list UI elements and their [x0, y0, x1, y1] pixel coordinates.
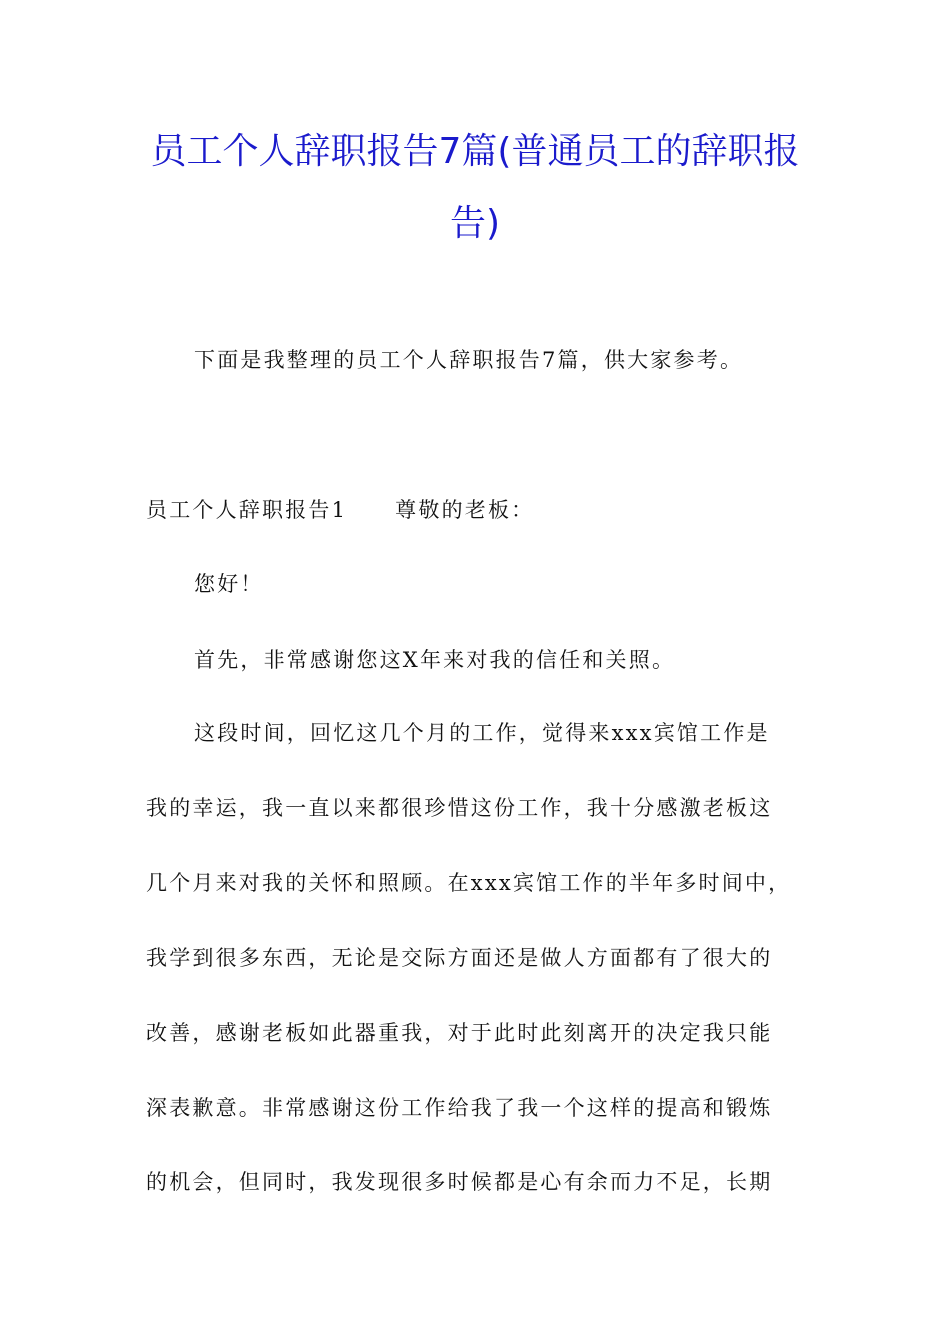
- document-title-line-1: 员工个人辞职报告7篇(普通员工的辞职报: [150, 131, 800, 172]
- section-heading: 员工个人辞职报告1: [146, 498, 348, 522]
- section-heading-row: [146, 497, 534, 523]
- paragraph-1: 首先，非常感谢您这X年来对我的信任和关照。: [194, 648, 676, 672]
- paragraph-2-line: 我学到很多东西，无论是交际方面还是做人方面都有了很大的: [146, 946, 773, 970]
- greeting: 您好！: [194, 572, 264, 596]
- intro-paragraph: 下面是我整理的员工个人辞职报告7篇，供大家参考。: [194, 348, 744, 372]
- paragraph-2-line: 的机会，但同时，我发现很多时候都是心有余而力不足，长期: [146, 1170, 773, 1194]
- paragraph-2-line: 改善，感谢老板如此器重我，对于此时此刻离开的决定我只能: [146, 1021, 773, 1045]
- paragraph-2-line: 这段时间，回忆这几个月的工作，觉得来xxx宾馆工作是: [194, 721, 770, 745]
- paragraph-2-line: 深表歉意。非常感谢这份工作给我了我一个这样的提高和锻炼: [146, 1096, 773, 1120]
- salutation: 尊敬的老板：: [395, 498, 535, 522]
- document-title-line-2: 告): [449, 203, 501, 244]
- paragraph-2-line: 几个月来对我的关怀和照顾。在xxx宾馆工作的半年多时间中，: [146, 871, 792, 895]
- paragraph-2-line: 我的幸运，我一直以来都很珍惜这份工作，我十分感激老板这: [146, 796, 773, 820]
